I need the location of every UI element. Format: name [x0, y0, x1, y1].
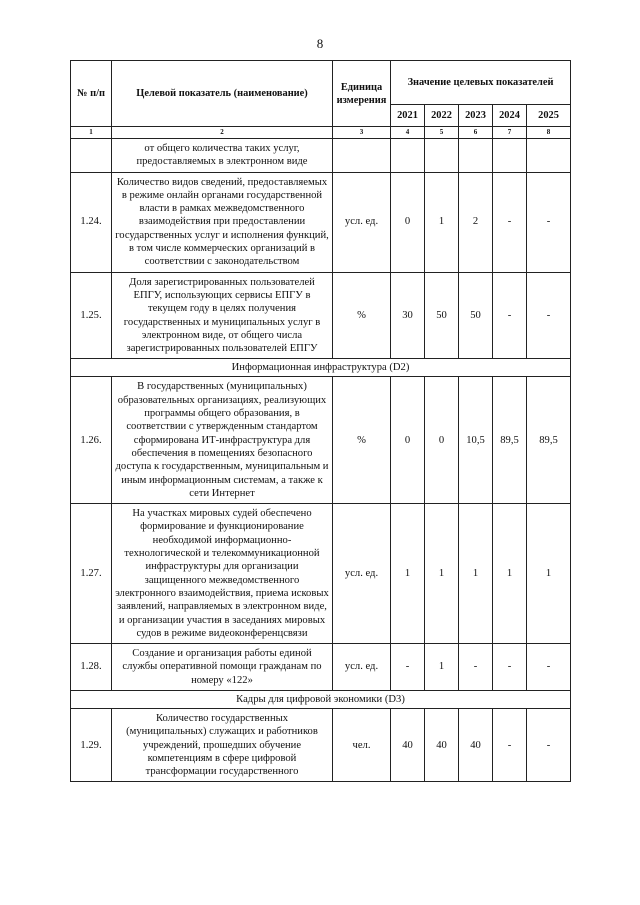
row-num: 1.27. [71, 504, 112, 644]
row-num [71, 139, 112, 173]
column-number: 6 [459, 127, 493, 139]
row-value [459, 139, 493, 173]
row-num: 1.25. [71, 272, 112, 359]
row-value: - [527, 708, 571, 781]
row-unit: % [333, 377, 391, 504]
section-title: Информационная инфраструктура (D2) [71, 359, 571, 377]
row-num: 1.28. [71, 644, 112, 691]
row-value: 30 [391, 272, 425, 359]
row-value [493, 139, 527, 173]
row-num: 1.29. [71, 708, 112, 781]
row-indicator: На участках мировых судей обеспечено формирование и функционирование необходимой информационно-технологической и телекоммуникационной инфраструктуры для организации защищенного межведомственного электронного взаимодействия, приема исковых заявлений, направляемых в электронном виде, и организации участия в заседаниях мировых судов в режиме видеоконференцсвязи [112, 504, 333, 644]
row-unit: усл. ед. [333, 504, 391, 644]
row-unit: усл. ед. [333, 172, 391, 272]
table-row [71, 139, 571, 173]
row-indicator: от общего количества таких услуг, предоставляемых в электронном виде [112, 139, 333, 173]
row-indicator: Количество видов сведений, предоставляемых в режиме онлайн органами государственной власти в рамках межведомственного взаимодействия при предоставлении государственных услуг и исполнения функций, в том числе коммерческих организаций в соответствии с законодательством [112, 172, 333, 272]
section-title: Кадры для цифровой экономики (D3) [71, 690, 571, 708]
header-year: 2023 [459, 105, 493, 127]
row-value: - [493, 172, 527, 272]
table-row [71, 172, 571, 272]
table-row [71, 272, 571, 359]
row-indicator: Создание и организация работы единой службы оперативной помощи гражданам по номеру «122» [112, 644, 333, 691]
header-unit: Единица измерения [333, 61, 391, 127]
header-indicator: Целевой показатель (наименование) [112, 61, 333, 127]
row-value: 2 [459, 172, 493, 272]
table-row [71, 504, 571, 644]
row-value: 10,5 [459, 377, 493, 504]
row-value: - [527, 272, 571, 359]
row-value: 1 [527, 504, 571, 644]
row-indicator: Доля зарегистрированных пользователей ЕПГУ, использующих сервисы ЕПГУ в текущем году в целях получения государственных и муниципальных услуг в электронном виде, от общего числа зарегистрированных пользователей ЕПГУ [112, 272, 333, 359]
row-value: - [493, 644, 527, 691]
row-value: 40 [391, 708, 425, 781]
row-value [391, 139, 425, 173]
row-value: 50 [459, 272, 493, 359]
header-values-group: Значение целевых показателей [391, 61, 571, 105]
row-unit: чел. [333, 708, 391, 781]
targets-table [70, 60, 571, 782]
row-value: 40 [425, 708, 459, 781]
section-row [71, 690, 571, 708]
section-row [71, 359, 571, 377]
column-number: 7 [493, 127, 527, 139]
header-year: 2024 [493, 105, 527, 127]
row-num: 1.24. [71, 172, 112, 272]
row-value: - [527, 644, 571, 691]
row-value: 1 [493, 504, 527, 644]
row-value: - [459, 644, 493, 691]
row-num: 1.26. [71, 377, 112, 504]
table-row [71, 708, 571, 781]
row-unit: усл. ед. [333, 644, 391, 691]
row-value: 1 [425, 644, 459, 691]
column-number: 5 [425, 127, 459, 139]
column-number: 2 [112, 127, 333, 139]
row-value: - [493, 272, 527, 359]
table-row [71, 644, 571, 691]
row-value: 1 [391, 504, 425, 644]
row-value: 0 [425, 377, 459, 504]
header-num: № п/п [71, 61, 112, 127]
row-value: 1 [459, 504, 493, 644]
row-value: 1 [425, 172, 459, 272]
column-number: 3 [333, 127, 391, 139]
row-value: 89,5 [493, 377, 527, 504]
row-value: 50 [425, 272, 459, 359]
row-value: 0 [391, 172, 425, 272]
column-number: 1 [71, 127, 112, 139]
row-value: 1 [425, 504, 459, 644]
row-value: - [493, 708, 527, 781]
column-number: 4 [391, 127, 425, 139]
header-year: 2025 [527, 105, 571, 127]
row-indicator: В государственных (муниципальных) образовательных организациях, реализующих программы общего образования, в соответствии с утвержденным стандартом сформирована ИТ-инфраструктура для обеспечения в помещениях безопасного доступа к государственным, муниципальным и иным информационным системам, а также к сети Интернет [112, 377, 333, 504]
row-indicator: Количество государственных (муниципальных) служащих и работников учреждений, прошедших обучение компетенциям в сфере цифровой трансформации государственного [112, 708, 333, 781]
row-value [527, 139, 571, 173]
column-number: 8 [527, 127, 571, 139]
row-value: 40 [459, 708, 493, 781]
header-year: 2021 [391, 105, 425, 127]
page-number: 8 [316, 36, 324, 51]
row-value: 89,5 [527, 377, 571, 504]
row-value: - [391, 644, 425, 691]
header-year: 2022 [425, 105, 459, 127]
column-numbers-row [71, 127, 571, 139]
row-unit [333, 139, 391, 173]
row-value [425, 139, 459, 173]
table-row [71, 377, 571, 504]
row-value: - [527, 172, 571, 272]
row-unit: % [333, 272, 391, 359]
row-value: 0 [391, 377, 425, 504]
